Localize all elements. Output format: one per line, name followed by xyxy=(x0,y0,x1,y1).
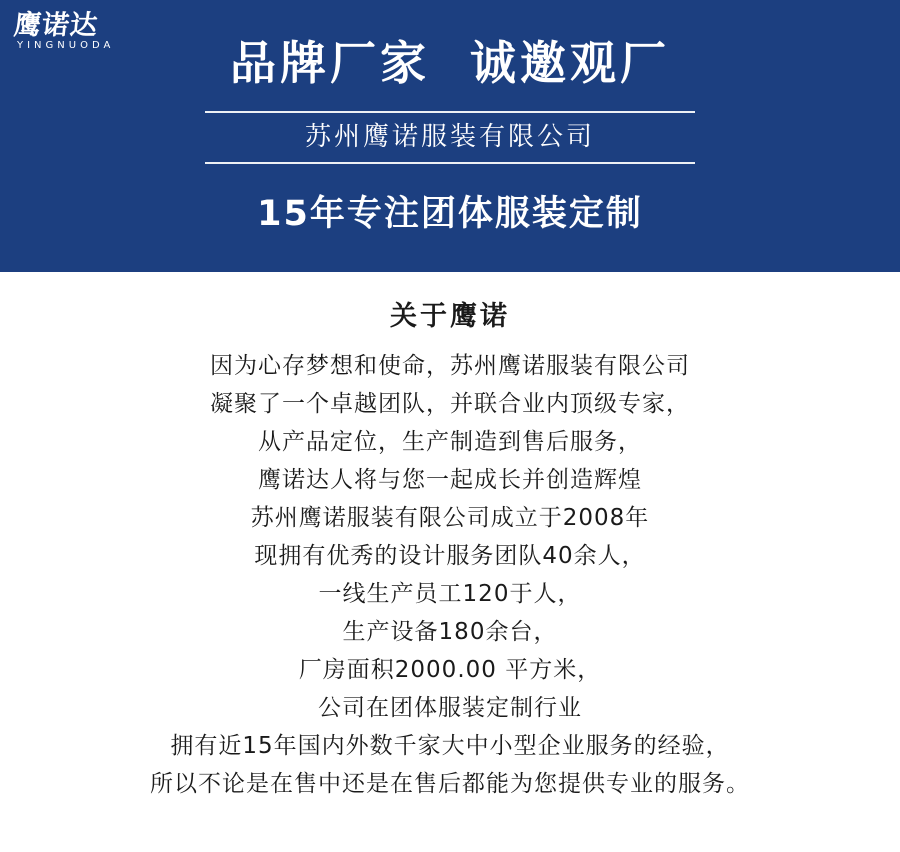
about-line: 所以不论是在售中还是在售后都能为您提供专业的服务。 xyxy=(150,771,750,797)
banner-title: 品牌厂家 诚邀观厂 xyxy=(229,36,671,90)
hero-banner xyxy=(0,0,900,272)
about-heading: 关于鹰诺 xyxy=(390,301,510,332)
about-line: 生产设备180余台， xyxy=(342,619,558,645)
about-line: 凝聚了一个卓越团队，并联合业内顶级专家， xyxy=(210,391,690,417)
divider-top xyxy=(205,111,695,113)
about-line: 拥有近15年国内外数千家大中小型企业服务的经验， xyxy=(170,733,730,759)
banner-content xyxy=(0,0,900,272)
about-line: 现拥有优秀的设计服务团队40余人， xyxy=(254,543,646,569)
divider-bottom xyxy=(205,162,695,164)
about-line: 因为心存梦想和使命，苏州鹰诺服装有限公司 xyxy=(210,353,690,379)
about-body xyxy=(0,347,900,803)
brand-logo-pinyin: YINGNUODA xyxy=(17,40,115,51)
banner-subtitle-block xyxy=(205,111,695,164)
about-line: 公司在团体服装定制行业 xyxy=(318,695,582,721)
about-section xyxy=(0,272,900,803)
about-line: 厂房面积2000.00 平方米， xyxy=(298,657,602,683)
banner-company-name: 苏州鹰诺服装有限公司 xyxy=(304,121,595,152)
brand-logo-name: 鹰诺达 xyxy=(12,10,100,41)
about-line: 鹰诺达人将与您一起成长并创造辉煌 xyxy=(258,467,642,493)
about-line: 苏州鹰诺服装有限公司成立于2008年 xyxy=(250,505,650,531)
about-line: 一线生产员工120于人， xyxy=(318,581,582,607)
banner-tagline: 15年专注团体服装定制 xyxy=(257,193,643,234)
about-line: 从产品定位，生产制造到售后服务， xyxy=(258,429,642,455)
